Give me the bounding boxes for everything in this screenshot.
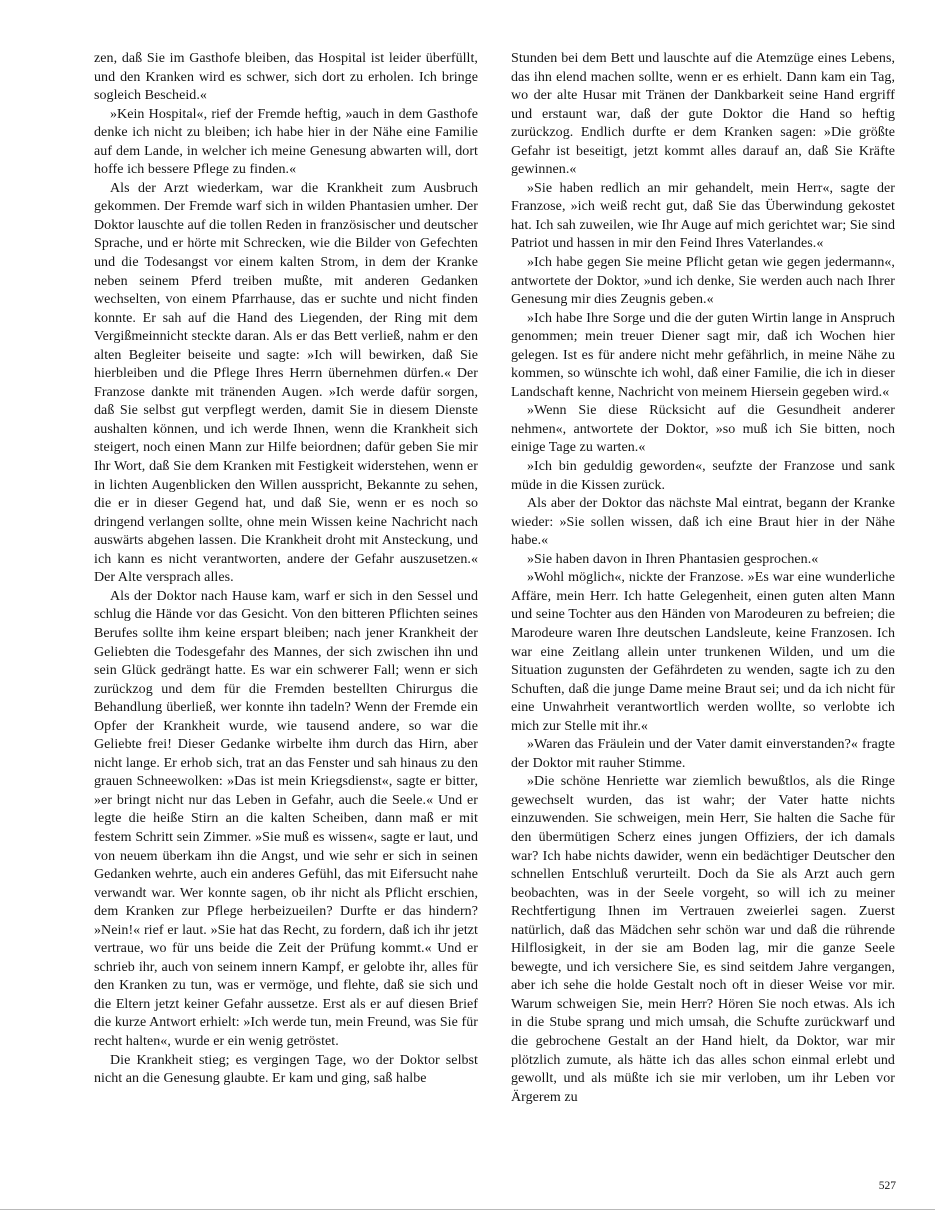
paragraph: »Waren das Fräulein und der Vater damit einverstanden?« fragte der Doktor mit rauher Stimme. [511, 737, 895, 771]
paragraph: »Die schöne Henriette war ziemlich bewußtlos, als die Ringe gewechselt wurden, das ist wahr; der Vater hatte nichts einzuwenden. Sie schweigen, mein Herr, Sie halten die Sache für den übermütigen Scherz eines jungen Offiziers, der ich damals war? Ich habe nichts dawider, wenn ein bedächtiger Deutscher den schnellen Entschluß verurteilt. Doch da Sie als Arzt auch gern beobachten, was in der Seele vorgeht, so will ich zu meiner Rechtfertigung Ihnen im Vertrauen zweierlei sagen. Zuerst natürlich, daß das Mädchen sehr schön war und daß die rührende Hilflosigkeit, in der sie am Boden lag, mir die ganze Seele bewegte, und ich versichere Sie, es sind seitdem Jahre vergangen, aber ich sehe die holde Gestalt noch oft in dieser Weise vor mir. Warum schweigen Sie, mein Herr? Hören Sie noch etwas. Als ich in die Stube sprang und mich umsah, die Schufte zurückwarf und die gebrochene Gestalt an der Hand hielt, da Doktor, war mir plötzlich zumute, als hätte ich das alles schon einmal erlebt und gewollt, und als müßte ich sie mir verloben, um ihr Leben vor Ärgerem zu [511, 774, 895, 1105]
paragraph: »Ich bin geduldig geworden«, seufzte der Franzose und sank müde in die Kissen zurück. [511, 459, 895, 493]
paragraph: »Kein Hospital«, rief der Fremde heftig, »auch in dem Gasthofe denke ich nicht zu bleiben; ich habe hier in der Nähe eine Familie auf dem Lande, in welcher ich meine Genesung abwarten will, dort hoffe ich bessere Pflege zu finden.« [94, 106, 478, 178]
paragraph: »Ich habe gegen Sie meine Pflicht getan wie gegen jedermann«, antwortete der Doktor, »und ich denke, Sie werden auch nach Ihrer Genesung mir dies Zeugnis geben.« [511, 255, 895, 308]
paragraph: Stunden bei dem Bett und lauschte auf die Atemzüge eines Lebens, das ihn elend machen sollte, wenn er es erhielt. Dann kam ein Tag, wo der alte Husar mit Tränen der Dankbarkeit seine Hand ergriff und erstaunt war, daß der gute Doktor die Hand so heftig zurückzog. Endlich durfte er dem Kranken sagen: »Die größte Gefahr ist beseitigt, jetzt kommt alles darauf an, daß Sie Kräfte gewinnen.« [511, 51, 895, 178]
paragraph: Die Krankheit stieg; es vergingen Tage, wo der Doktor selbst nicht an die Genesung glaubte. Er kam und ging, saß halbe [94, 1052, 478, 1087]
page-number: 527 [878, 1180, 896, 1192]
paragraph: Als aber der Doktor das nächste Mal eintrat, begann der Kranke wieder: »Sie sollen wissen, daß ich eine Braut hier in der Nähe habe.« [511, 496, 895, 549]
paragraph: »Wenn Sie diese Rücksicht auf die Gesundheit anderer nehmen«, antwortete der Doktor, »so muß ich Sie bitten, noch einige Tage zu warten.« [511, 403, 895, 456]
text-column-right [511, 50, 895, 1107]
paragraph: »Sie haben davon in Ihren Phantasien gesprochen.« [527, 551, 819, 567]
text-column-left [94, 50, 478, 1107]
paragraph: »Sie haben redlich an mir gehandelt, mein Herr«, sagte der Franzose, »ich weiß recht gut, daß Sie das Überwindung gekostet hat. Ich sah zuweilen, wie Ihr Auge auf mich gerichtet war; Sie sind Patriot und hassen in mir den Feind Ihres Vaterlandes.« [511, 180, 895, 252]
paragraph: zen, daß Sie im Gasthofe bleiben, das Hospital ist leider überfüllt, und den Kranken wird es schwer, sich dort zu erholen. Ich bringe sogleich Bescheid.« [94, 51, 478, 104]
paragraph: »Ich habe Ihre Sorge und die der guten Wirtin lange in Anspruch genommen; mein treuer Diener sagt mir, daß ich Wochen hier gelegen. Ist es für andere nicht mehr gefährlich, in meine Nähe zu kommen, so wünschte ich wohl, daß einer Familie, die ich in dieser Landschaft kenne, Nachricht von meinem Hiersein gegeben wird.« [511, 310, 895, 400]
paragraph: Als der Arzt wiederkam, war die Krankheit zum Ausbruch gekommen. Der Fremde warf sich in wilden Phantasien umher. Der Doktor lauschte auf die tollen Reden in französischer und deutscher Sprache, und er hörte mit Schrecken, wie die Bilder von Gefechten und die Todesangst vor einem kalten Strom, in dem der Kranke neben seinem Pferd treiben mußte, mit anderen Gedanken wechselten, von einem Pfarrhause, das er suchte und nicht finden konnte. Er sah auf die Hand des Liegenden, der Ring mit dem Vergißmeinnicht steckte daran. Als er das Bett verließ, nahm er den alten Begleiter beiseite und sagte: »Ich will bewirken, daß Sie hierbleiben und die Pflege Ihres Herrn übernehmen dürfen.« Der Franzose dankte mit tränenden Augen. »Ich werde dafür sorgen, daß Sie selbst gut verpflegt werden, damit Sie in diesem Dienste aushalten können, und ich werde Ihnen, wenn die Krankheit sich steigert, noch einen Mann zur Hilfe beiordnen; dafür geben Sie mir Ihr Wort, daß Sie dem Kranken mit Festigkeit widerstehen, wenn er in lichten Augenblicken den Willen ausspricht, Bekannte zu sehen, die er in dieser Gegend hat, und daß Sie, wenn er es noch so dringend verlangen sollte, ohne mein Wissen keine Nachricht nach auswärts abgehen lassen. Die Krankheit droht mit Ansteckung, und ich kann es nicht verantworten, andere der Gefahr auszusetzen.« Der Alte versprach alles. [94, 180, 478, 586]
paragraph: Als der Doktor nach Hause kam, warf er sich in den Sessel und schlug die Hände vor das Gesicht. Von den bitteren Pflichten seines Berufes sollte ihm keine erspart bleiben; nach jener Krankheit der Geliebten die Todesgefahr des Mannes, der sich zwischen ihn und sein Glück gedrängt hatte. Es war ein schwerer Fall; wenn er sich zurückzog und dem für die Fremden bestellten Chirurgus die Behandlung überließ, wer konnte ihn tadeln? Wenn der Fremde ein Opfer der Krankheit wurde, wie tausend andere, so war die Geliebte frei! Dieser Gedanke wirbelte ihm durch das Hirn, aber nicht lange. Er erhob sich, trat an das Fenster und sah hinaus zu den grauen Schneewolken: »Das ist mein Kriegsdienst«, sagte er bitter, »er bringt nicht nur das Leben in Gefahr, auch die Seele.« Und er legte die heiße Stirn an die kalten Scheiben, dann maß er mit festem Schritt sein Zimmer. »Sie muß es wissen«, sagte er laut, und von neuem überkam ihn die Angst, und wie sehr er sich in seinen Gedanken wehrte, auch ein anderes Gefühl, das mit Eifersucht nahe verwandt war. Wer konnte sagen, ob ihr nicht als Pflicht erschien, dem Kranken zur Pflege herbeizueilen? Durfte er das hindern? »Nein!« rief er laut. »Sie hat das Recht, zu fordern, daß ich ihr jetzt vertraue, wo für uns beide die Zeit der Prüfung kommt.« Und er schrieb ihr, auch von seinem innern Kampf, er gelobte ihr, alles für den Kranken zu tun, was er vermöge, und flehte, daß sie sich und die Eltern jetzt keiner Gefahr aussetze. Erst als er auf diesen Brief die kurze Antwort erhielt: »Ich werde tun, mein Freund, was Sie für recht halten«, wurde er ein wenig getröstet. [94, 588, 478, 1049]
paragraph: »Wohl möglich«, nickte der Franzose. »Es war eine wunderliche Affäre, mein Herr. Ich hatte Gelegenheit, einen guten alten Mann und seine Tochter aus den Händen von Marodeuren zu befreien; die Marodeure waren Ihre deutschen Landsleute, keine Franzosen. Ich war eine Zeitlang allein unter trunkenen Wilden, und um die Situation zugunsten der Gefährdeten zu wenden, sagte ich zu den Schuften, daß die junge Dame meine Braut sei; und da ich nicht für eine Unwahrheit verantwortlich werden wollte, so verlobte ich mich zur Stelle mit ihr.« [511, 570, 895, 734]
